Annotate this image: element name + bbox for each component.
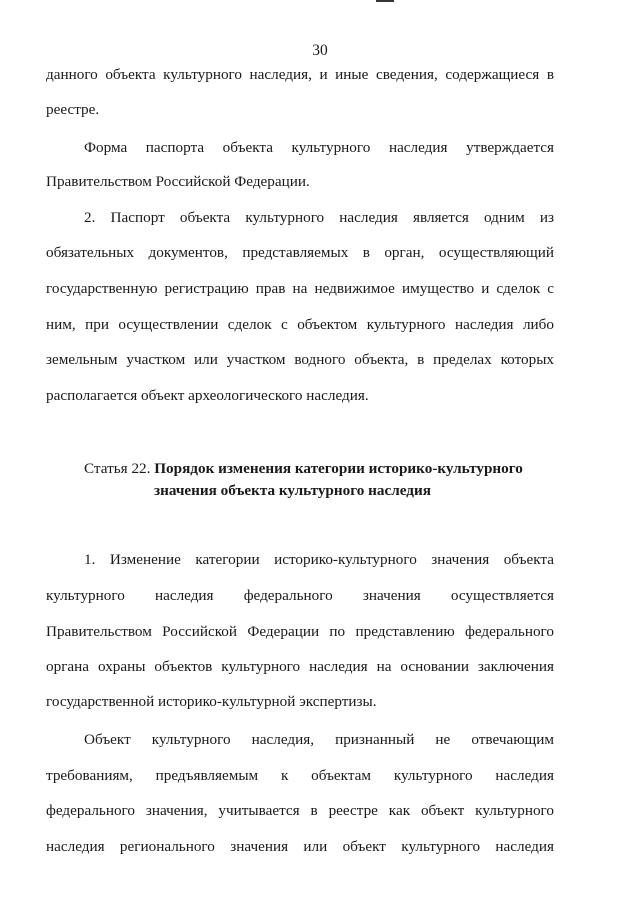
text-line: 2. Паспорт объекта культурного наследия является одним из: [84, 209, 554, 226]
article-title-line-2: значения объекта культурного наследия: [154, 482, 431, 499]
text-line: данного объекта культурного наследия, и иные сведения, содержащиеся в: [46, 66, 554, 83]
text-line: государственную регистрацию прав на недвижимое имущество и сделок с: [46, 280, 554, 297]
text-line: наследия регионального значения или объект культурного наследия: [46, 838, 554, 855]
article-title-line-1: Порядок изменения категории историко-культурного: [154, 460, 523, 477]
text-line: 1. Изменение категории историко-культурного значения объекта: [84, 551, 554, 568]
text-line: Правительством Российской Федерации.: [46, 173, 310, 190]
article-heading: [84, 460, 523, 478]
article-number: Статья 22.: [84, 460, 151, 477]
text-line: требованиям, предъявляемым к объектам культурного наследия: [46, 767, 554, 784]
text-line: органа охраны объектов культурного наследия на основании заключения: [46, 658, 554, 675]
text-line: государственной историко-культурной экспертизы.: [46, 693, 377, 710]
text-line: обязательных документов, представляемых в орган, осуществляющий: [46, 244, 554, 261]
page-number: 30: [312, 42, 328, 59]
text-line: реестре.: [46, 101, 100, 118]
text-line: федерального значения, учитывается в реестре как объект культурного: [46, 802, 554, 819]
text-line: Форма паспорта объекта культурного наследия утверждается: [84, 139, 554, 156]
text-line: располагается объект археологического наследия.: [46, 387, 369, 404]
text-line: Правительством Российской Федерации по представлению федерального: [46, 623, 554, 640]
text-line: Объект культурного наследия, признанный не отвечающим: [84, 731, 554, 748]
top-edge-mark: [376, 0, 394, 2]
text-line: культурного наследия федерального значения осуществляется: [46, 587, 554, 604]
text-line: земельным участком или участком водного объекта, в пределах которых: [46, 351, 554, 368]
text-line: ним, при осуществлении сделок с объектом культурного наследия либо: [46, 316, 554, 333]
